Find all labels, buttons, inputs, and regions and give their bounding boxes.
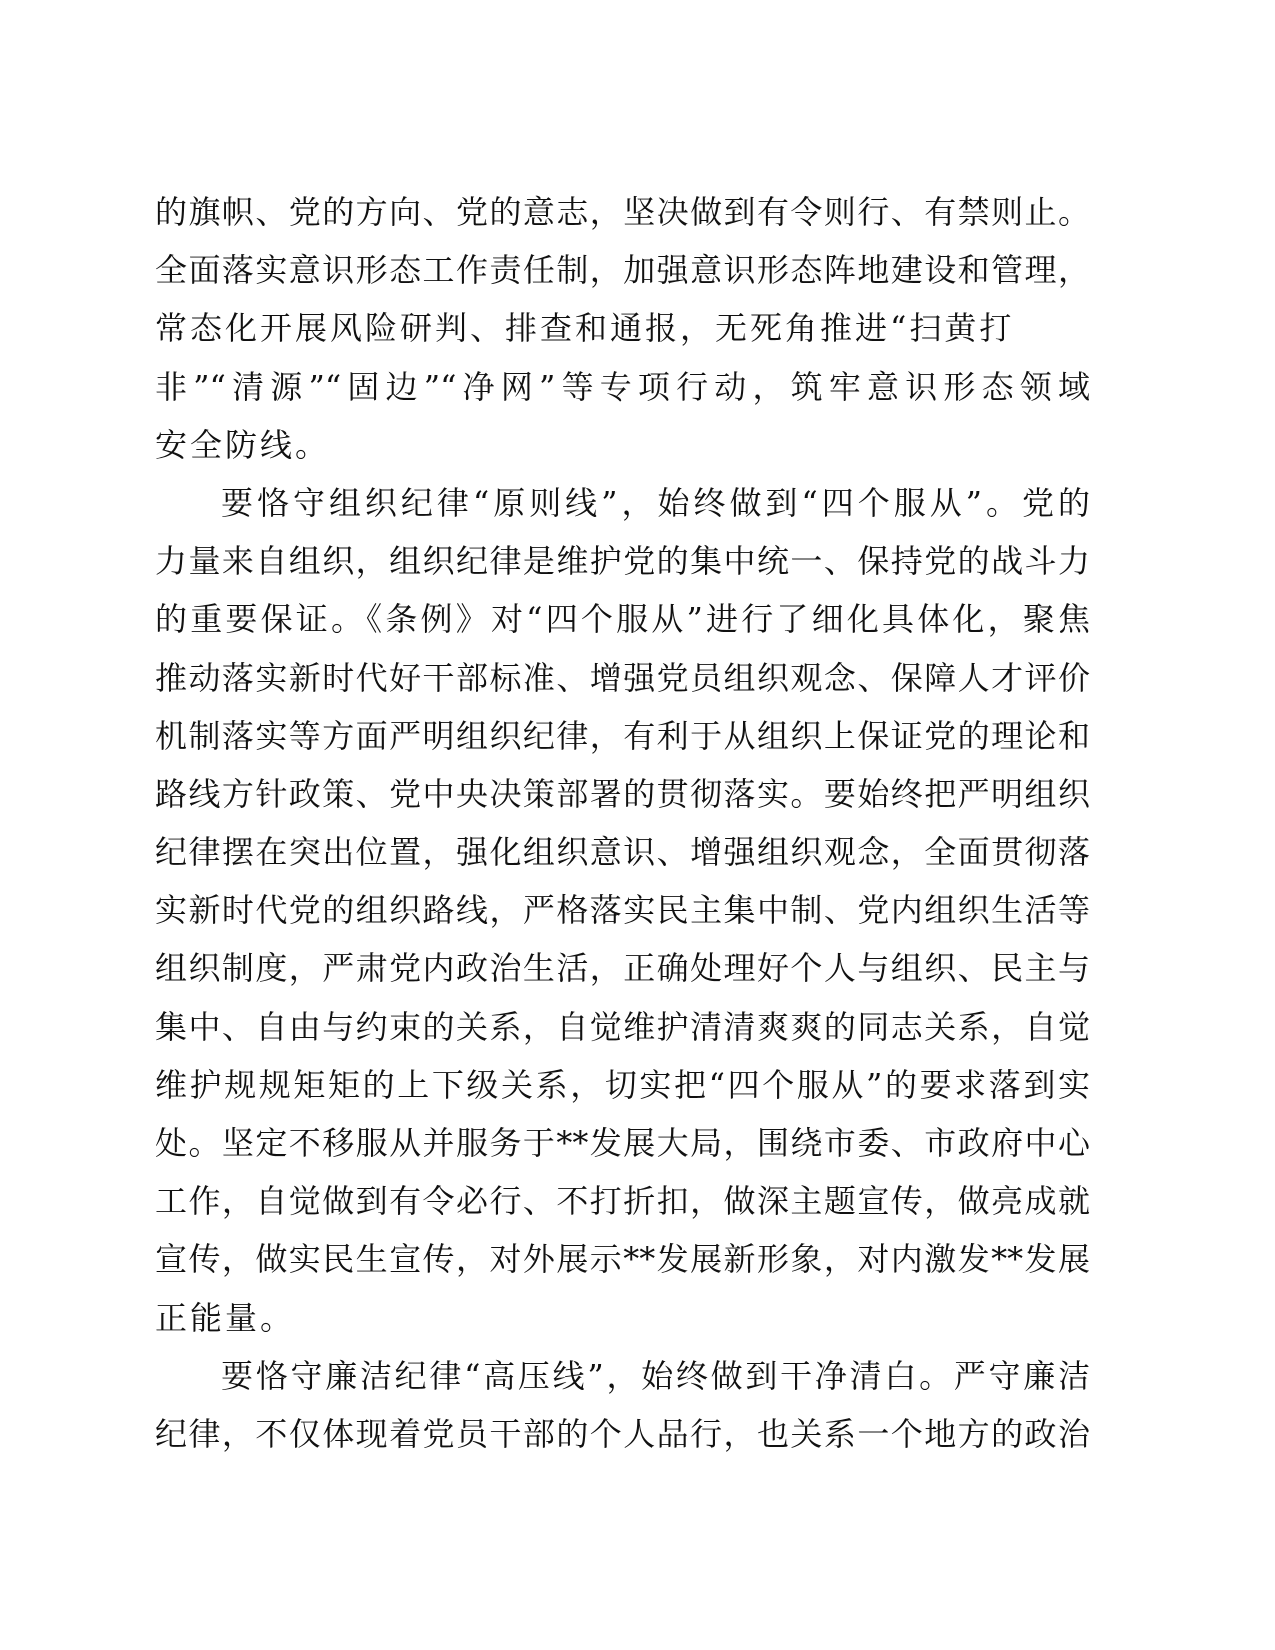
text-line: 的旗帜、党的方向、党的意志，坚决做到有令则行、有禁则止。: [155, 193, 1090, 231]
text-line: 组织制度，严肃党内政治生活，正确处理好个人与组织、民主与: [155, 949, 1090, 988]
text-line: 工作，自觉做到有令必行、不打折扣，做深主题宣传，做亮成就: [155, 1182, 1090, 1221]
text-line: 实新时代党的组织路线，严格落实民主集中制、党内组织生活等: [155, 891, 1090, 930]
text-line: 集中、自由与约束的关系，自觉维护清清爽爽的同志关系，自觉: [155, 1007, 1090, 1046]
text-line: 纪律，不仅体现着党员干部的个人品行，也关系一个地方的政治: [155, 1414, 1090, 1453]
document-body-text: [155, 183, 1090, 1463]
text-line: 的重要保证。《条例》对“四个服从”进行了细化具体化，聚焦: [155, 600, 1090, 639]
text-line: 推动落实新时代好干部标准、增强党员组织观念、保障人才评价: [155, 658, 1090, 697]
text-line: 机制落实等方面严明组织纪律，有利于从组织上保证党的理论和: [155, 716, 1090, 755]
text-line: 安全防线。: [155, 425, 331, 464]
text-line: 全面落实意识形态工作责任制，加强意识形态阵地建设和管理，: [155, 251, 1090, 290]
text-line: 力量来自组织，组织纪律是维护党的集中统一、保持党的战斗力: [155, 542, 1090, 581]
text-line: 路线方针政策、党中央决策部署的贯彻落实。要始终把严明组织: [155, 774, 1090, 813]
text-line: 维护规规矩矩的上下级关系，切实把“四个服从”的要求落到实: [155, 1065, 1090, 1104]
text-line: 非”“清源”“固边”“净网”等专项行动，筑牢意识形态领域: [155, 367, 1090, 406]
paragraph-start-line: 要恪守组织纪律“原则线”，始终做到“四个服从”。党的: [221, 483, 1090, 522]
text-line: 常态化开展风险研判、排查和通报，无死角推进“扫黄打: [155, 309, 1015, 348]
text-line: 纪律摆在突出位置，强化组织意识、增强组织观念，全面贯彻落: [155, 833, 1090, 872]
text-line: 处。坚定不移服从并服务于**发展大局，围绕市委、市政府中心: [155, 1124, 1090, 1162]
text-line: 宣传，做实民生宣传，对外展示**发展新形象，对内激发**发展: [155, 1240, 1090, 1279]
paragraph-start-line: 要恪守廉洁纪律“高压线”，始终做到干净清白。严守廉洁: [221, 1356, 1090, 1395]
text-line: 正能量。: [155, 1298, 296, 1337]
